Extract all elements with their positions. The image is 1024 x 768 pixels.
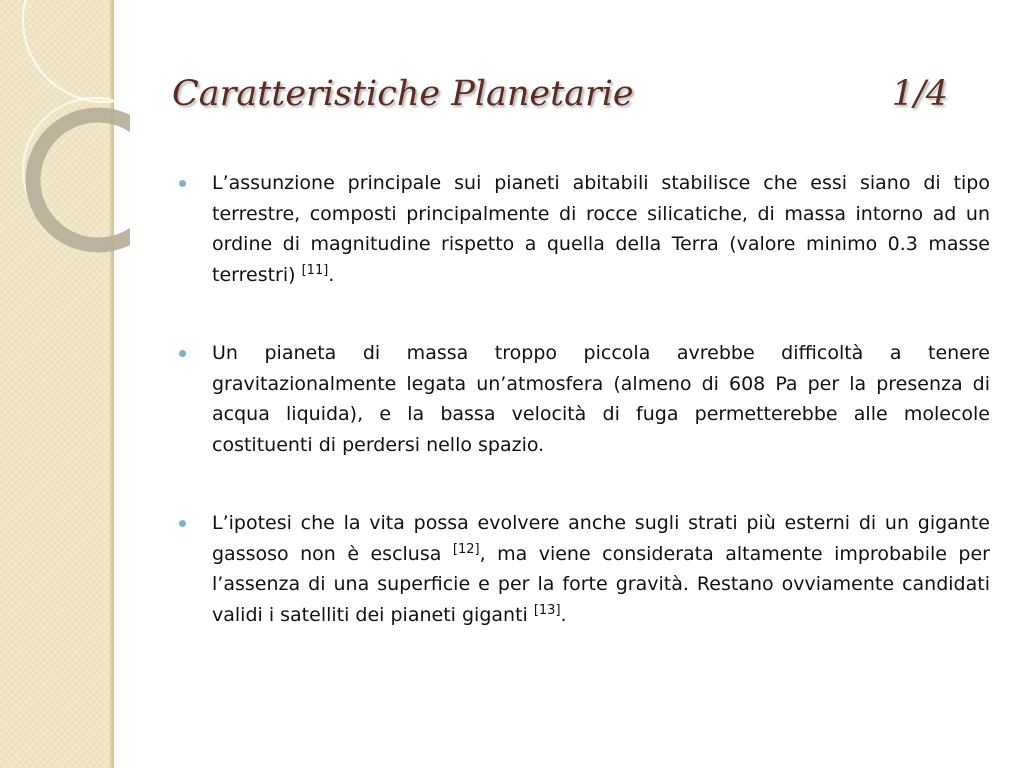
citation-ref: [11] [301,262,329,278]
bullet-list [175,168,990,678]
bullet-text [212,508,990,630]
bullet-1-text: L’assunzione principale sui pianeti abitabili stabilisce che essi siano di tipo terrestre, composti principalmente di rocce silicatiche, di massa intorno ad un ordine di magnitudine rispetto a quella della Terra (valore minimo 0.3 masse terrestri) [212,172,990,286]
bullet-marker [179,180,186,187]
bullet-marker [179,520,186,527]
citation-ref: [12] [452,541,480,557]
bullet-text [212,338,990,460]
citation-ref: [13] [533,602,561,618]
bullet-1-tail: . [328,263,335,286]
bullet-3-text: L’ipotesi che la vita possa evolvere anche sugli strati più esterni di un gigante gassoso non è esclusa [212,512,990,565]
slide-title-text: Caratteristiche Planetarie [172,74,634,114]
side-band-edge [110,0,114,768]
bullet-3-middle: , ma viene considerata altamente improbabile per l’assenza di una superficie e per la forte gravità. Restano ovviamente candidati validi i satelliti dei pianeti giganti [212,542,990,626]
bullet-text [212,168,990,290]
bullet-marker [179,350,186,357]
slide-title [172,74,952,126]
decorative-side-band [0,0,113,768]
slide-page-indicator: 1/4 [891,74,948,114]
bullet-2-text: Un pianeta di massa troppo piccola avrebbe difficoltà a tenere gravitazionalmente legata un’atmosfera (almeno di 608 Pa per la presenza di acqua liquida), e la bassa velocità di fuga permetterebbe alle molecole costituenti di perdersi nello spazio. [212,342,990,456]
bullet-item [175,168,990,290]
bullet-3-tail: . [560,603,567,626]
bullet-item [175,338,990,460]
bullet-item [175,508,990,630]
